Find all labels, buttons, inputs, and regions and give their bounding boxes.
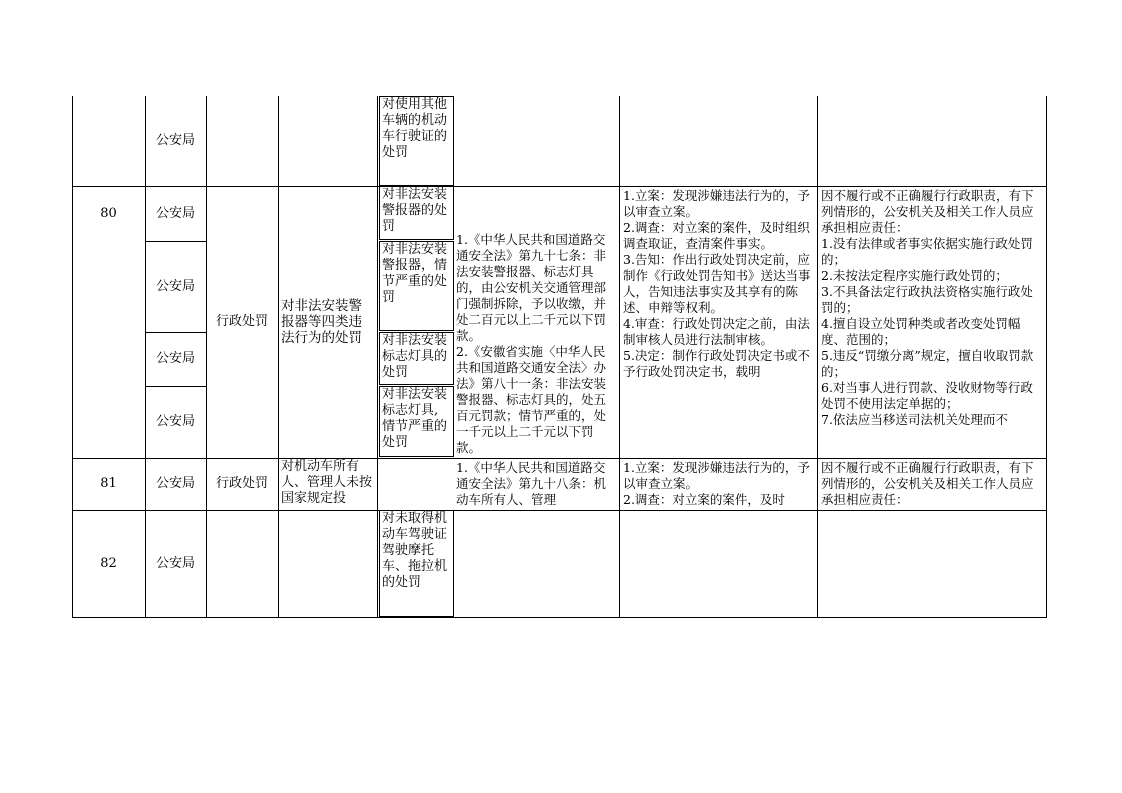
- basis-cell: 1.《中华人民共和国道路交通安全法》第九十七条：非法安装警报器、标志灯具的，由公安机关交通管理部门强制拆除，予以收缴，并处二百元以上二千元以下罚款。 2.《安徽省实施〈中华人民共和国道路交通安全法〉办法》第八十一条：非法安装警报器、标志灯具的，处五百元罚款；情节严重的，处一千元以上二千元以下罚款。: [456, 232, 607, 455]
- grid-line: [72, 617, 1047, 618]
- procedure-cell: 1.立案：发现涉嫌违法行为的，予以审查立案。 2.调查：对立案的案件，及时组织调查取证，查清案件事实。 3.告知：作出行政处罚决定前，应制作《行政处罚告知书》送达当事人，告知违法事实及其享有的陈述、申辩等权利。 4.审查：行政处罚决定之前，由法制审核人员进行法制审核。 5.决定：制作行政处罚决定书或不予行政处罚决定书，载明: [623, 188, 811, 379]
- sub-item-box: [379, 510, 454, 617]
- sub-item-box: [379, 332, 454, 385]
- sub-item-box: [379, 186, 454, 240]
- agency-cell: 公安局: [155, 414, 195, 429]
- sub-item-cell: 对使用其他车辆的机动车行驶证的处罚: [382, 97, 448, 160]
- agency-cell: 公安局: [155, 476, 195, 491]
- number-cell: 82: [100, 555, 117, 571]
- category-cell: 行政处罚: [215, 314, 268, 329]
- item-text: 对非法安装警报器等四类违法行为的处罚: [281, 298, 362, 346]
- item-cell: 对机动车所有人、管理人未按国家规定投: [281, 459, 373, 506]
- sub-item-cell: 对非法安装标志灯具的处罚: [382, 333, 448, 380]
- item-cell: [279, 186, 377, 458]
- agency-cell: 公安局: [155, 278, 195, 294]
- agency-cell: 公安局: [155, 555, 195, 571]
- sub-item-box: [379, 241, 454, 331]
- agency-cell: 公安局: [155, 133, 195, 148]
- category-cell: 行政处罚: [215, 476, 268, 491]
- agency-cell: 公安局: [155, 205, 195, 221]
- grid-line: [1046, 96, 1047, 618]
- grid-line: [377, 96, 378, 618]
- penalty-table: [72, 96, 1047, 618]
- sub-item-cell: 对非法安装警报器，情节严重的处罚: [382, 242, 448, 305]
- sub-item-cell: 对非法安装标志灯具,情节严重的处罚: [382, 387, 448, 450]
- number-cell: 80: [100, 205, 117, 221]
- liability-cell: 因不履行或不正确履行行政职责，有下列情形的，公安机关及相关工作人员应承担相应责任： 1.没有法律或者事实依据实施行政处罚的； 2.未按法定程序实施行政处罚的； 3.不具备法定行政执法资格实施行政处罚的； 4.擅自设立处罚种类或者改变处罚幅度、范围的； 5.违反“罚缴分离”规定，擅自收取罚款的； 6.对当事人进行罚款、没收财物等行政处罚不使用法定单据的； 7.依法应当移送司法机关处理而不: [821, 188, 1034, 427]
- agency-cell: 公安局: [155, 351, 195, 366]
- liability-cell: 因不履行或不正确履行行政职责，有下列情形的，公安机关及相关工作人员应承担相应责任：: [821, 460, 1034, 507]
- number-cell: 81: [100, 476, 117, 491]
- procedure-cell: 1.立案：发现涉嫌违法行为的，予以审查立案。 2.调查：对立案的案件，及时: [623, 460, 810, 507]
- grid-line: [72, 510, 1047, 511]
- sub-item-cell: 对未取得机动车驾驶证驾驶摩托车、拖拉机的处罚: [382, 511, 448, 590]
- basis-cell: 1.《中华人民共和国道路交通安全法》第九十八条：机动车所有人、管理: [456, 460, 607, 507]
- sub-item-box: [379, 96, 454, 186]
- sub-item-cell: 对非法安装警报器的处罚: [382, 187, 448, 234]
- sub-item-box: [379, 386, 454, 457]
